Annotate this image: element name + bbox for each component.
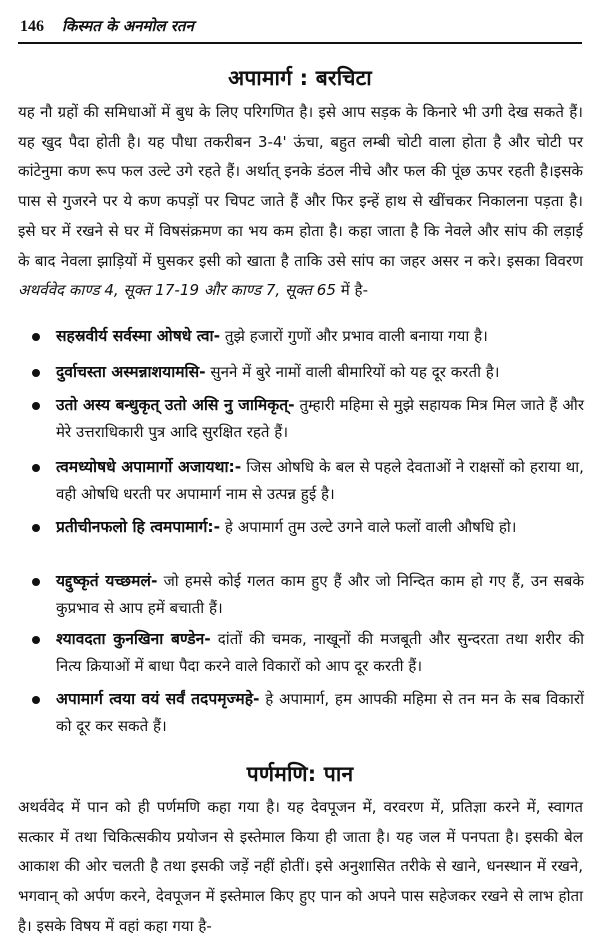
list-item bbox=[56, 454, 584, 507]
list-item bbox=[56, 323, 584, 350]
running-title: किस्मत के अनमोल रतन bbox=[62, 17, 194, 35]
list-item bbox=[56, 568, 584, 621]
bullet-icon bbox=[32, 402, 40, 410]
mantra-text: प्रतीचीनफलो हि त्वमपामार्ग:- bbox=[56, 518, 221, 536]
mantra-text: सहस्रवीर्य सर्वस्मा ओषधे त्वा- bbox=[56, 327, 221, 345]
mantra-meaning: हे अपामार्ग, हम आपकी महिमा से तन मन के सब विकारों को दूर कर सकते हैं। bbox=[56, 690, 584, 735]
bullet-icon bbox=[32, 636, 40, 644]
mantra-meaning: तुम्हारी महिमा से मुझे सहायक मित्र मिल जाते हैं और मेरे उत्तराधिकारी पुत्र आदि सुरक्षित रहते हैं। bbox=[56, 396, 584, 441]
mantra-text: दुर्वाचस्ता अस्मन्नाशयामसि- bbox=[56, 363, 206, 381]
mantra-text: त्वमध्योषधे अपामार्गो अजायथा:- bbox=[56, 458, 242, 476]
list-item bbox=[56, 686, 584, 739]
section-heading-apamarg: अपामार्ग : बरचिटा bbox=[228, 66, 372, 90]
mantra-meaning: सुनने में बुरे नामों वाली बीमारियों को यह दूर करती है। bbox=[205, 363, 500, 381]
list-item bbox=[56, 392, 584, 445]
mantra-meaning: जो हमसे कोई गलत काम हुए हैं और जो निन्दित काम हो गए हैं, उन सबके कुप्रभाव से आप हमें बचाती हैं। bbox=[56, 572, 584, 617]
mantra-meaning: जिस ओषधि के बल से पहले देवताओं ने राक्षसों को हराया था, वही ओषधि धरती पर अपामार्ग नाम से उत्पन्न हुई है। bbox=[56, 458, 584, 503]
list-item bbox=[56, 626, 584, 679]
mantra-text: यद्दुष्कृतं यच्छमलं- bbox=[56, 572, 158, 590]
mantra-text: उतो अस्य बन्धुकृत् उतो असि नु जामिकृत्- bbox=[56, 396, 295, 414]
bullet-icon bbox=[32, 578, 40, 586]
bullet-icon bbox=[32, 369, 40, 377]
mantra-text: अपामार्ग त्वया वयं सर्वं तदपमृज्महे- bbox=[56, 690, 260, 708]
parnamani-intro-paragraph: अथर्ववेद में पान को ही पर्णमणि कहा गया है। यह देवपूजन में, वरवरण में, प्रतिज्ञा करने में, स्वागत सत्कार में तथा चिकित्सकीय प्रयोजन से इस्तेमाल किया ही जाता है। यह जल में पनपता है। इसकी बेल आकाश की ओर चलती है तथा इसकी जड़ें नहीं होतीं। इसे अनुशासित तरीके से खाने, धनस्थान में रखने, भगवान् को अर्पण करने, देवपूजन में इस्तेमाल किए हुए पान को अपने पास सहेजकर रखने से लाभ होता है। इसके विषय में वहां कहा गया है- bbox=[18, 798, 583, 935]
bullet-icon bbox=[32, 524, 40, 532]
mantra-meaning: हे अपामार्ग तुम उल्टे उगने वाले फलों वाली औषधि हो। bbox=[220, 518, 517, 536]
intro-reference: अथर्ववेद काण्ड 4, सूक्त 17-19 और काण्ड 7, सूक्त 65 bbox=[18, 281, 336, 300]
mantra-meaning: तुझे हजारों गुणों और प्रभाव वाली बनाया गया है। bbox=[220, 327, 488, 345]
list-item bbox=[56, 514, 584, 541]
bullet-icon bbox=[32, 333, 40, 341]
mantra-meaning: दांतों की चमक, नाखूनों की मजबूती और सुन्दरता तथा शरीर की नित्य क्रियाओं में बाधा पैदा करने वाले विकारों को आप दूर करती हैं। bbox=[56, 630, 584, 675]
mantra-text: श्यावदता कुनखिना बण्डेन- bbox=[56, 630, 211, 648]
bullet-icon bbox=[32, 696, 40, 704]
page-header bbox=[18, 12, 582, 44]
apamarg-intro-paragraph bbox=[18, 98, 583, 306]
section-heading-parnamani: पर्णमणि: पान bbox=[246, 762, 354, 786]
page-number: 146 bbox=[20, 18, 44, 35]
list-item bbox=[56, 359, 584, 386]
intro-text: यह नौ ग्रहों की समिधाओं में बुध के लिए परिगणित है। इसे आप सड़क के किनारे भी उगी देख सकते हैं। यह खुद पैदा होती है। यह पौधा तकरीबन 3-4' ऊंचा, बहुत लम्बी चोटी वाला होता है और चोटी पर कांटेनुमा कण रूप फल उल्टे उगे रहते हैं। अर्थात् इनके डंठल नीचे और फल की पूंछ ऊपर रहती है।इसके पास से गुजरने पर ये कण कपड़ों पर चिपट जाते हैं और फिर इन्हें हाथ से खींचकर निकालना पड़ता है। इसे घर में रखने से घर में विषसंक्रमण का भय कम होता है। कहा जाता है कि नेवले और सांप की लड़ाई के बाद नेवला झाड़ियों में घुसकर इसी को खाता है ताकि उसे सांप का जहर असर न करे। इसका विवरण bbox=[18, 103, 583, 270]
intro-ending: में है- bbox=[335, 281, 369, 300]
bullet-icon bbox=[32, 464, 40, 472]
